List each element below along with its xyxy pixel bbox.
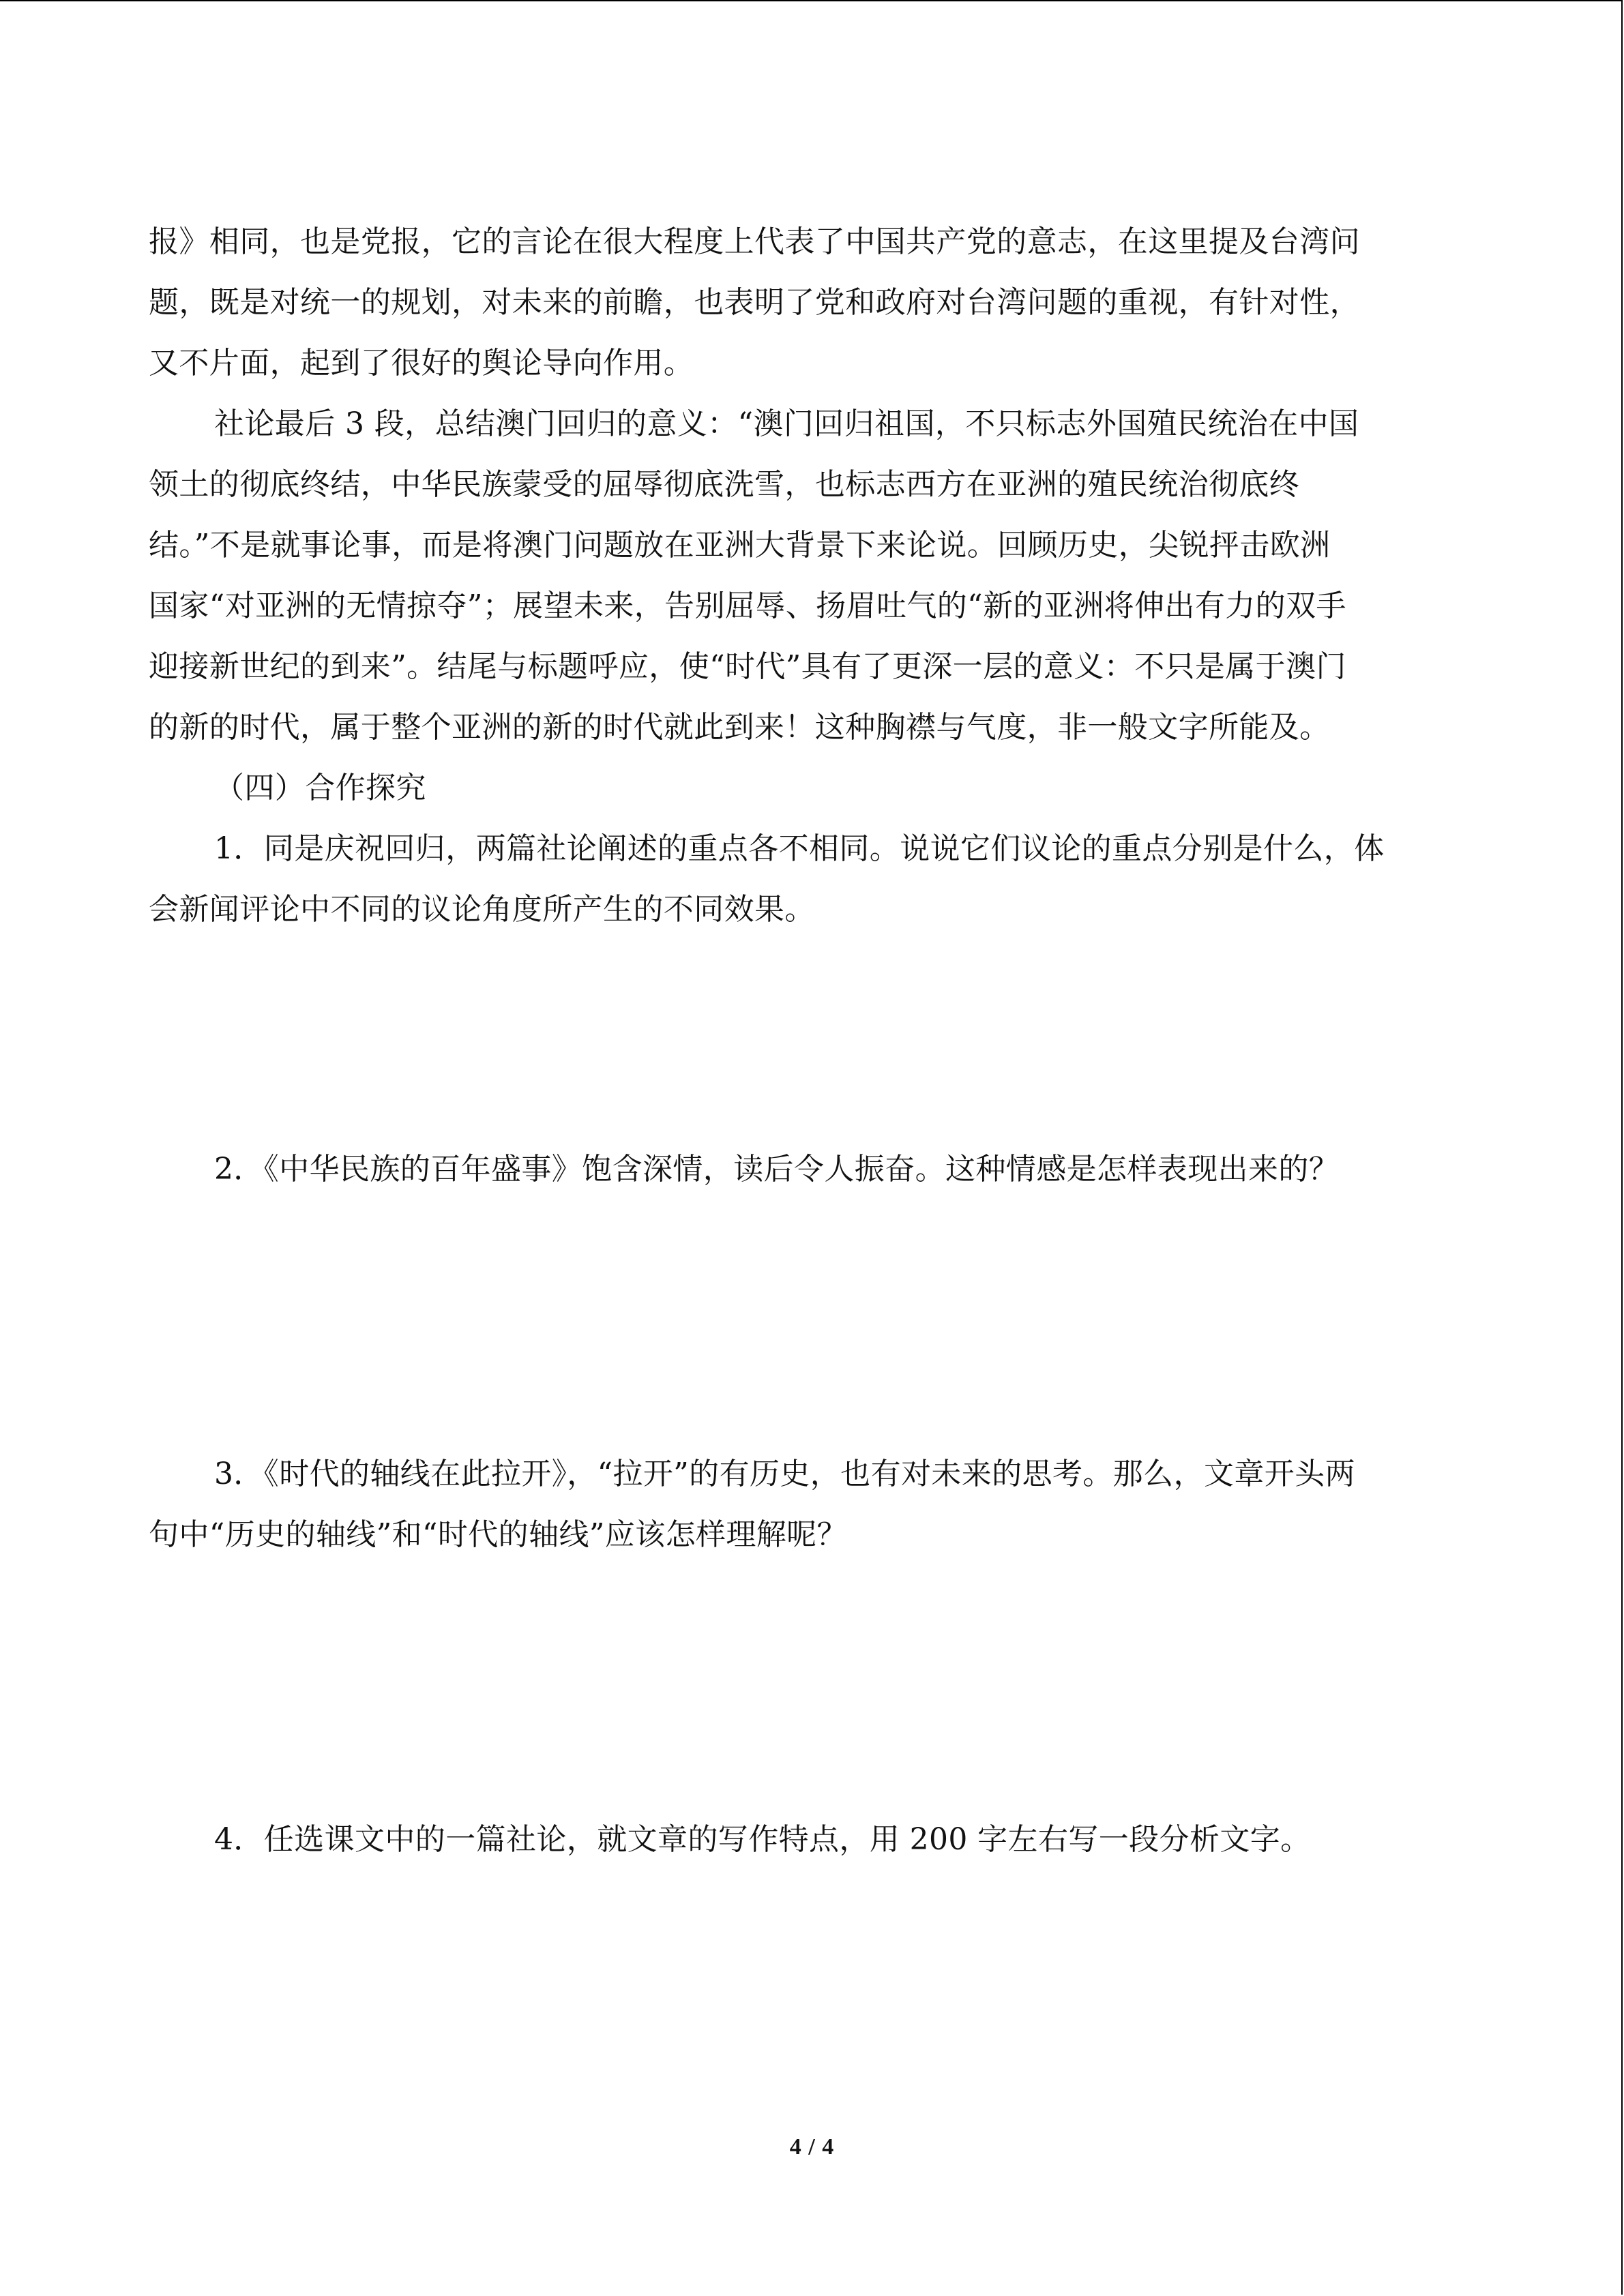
text-line: 领土的彻底终结，中华民族蒙受的屈辱彻底洗雪，也标志西方在亚洲的殖民统治彻底终 bbox=[149, 467, 1300, 502]
document-body bbox=[149, 211, 1486, 1870]
text-line: 迎接新世纪的到来”。结尾与标题呼应，使“时代”具有了更深一层的意义：不只是属于澳门 bbox=[149, 649, 1346, 684]
question-3 bbox=[149, 1444, 1486, 1565]
text-line: 社论最后 3 段，总结澳门回归的意义：“澳门回归祖国，不只标志外国殖民统治在中国 bbox=[214, 406, 1359, 441]
text-line: 又不片面，起到了很好的舆论导向作用。 bbox=[149, 346, 694, 381]
text-line: 的新的时代，属于整个亚洲的新的时代就此到来！这种胸襟与气度，非一般文字所能及。 bbox=[149, 710, 1330, 745]
text-line: 国家“对亚洲的无情掠夺”；展望未来，告别屈辱、扬眉吐气的“新的亚洲将伸出有力的双手 bbox=[149, 588, 1346, 623]
question-line: 4．任选课文中的一篇社论，就文章的写作特点，用 200 字左右写一段分析文字。 bbox=[214, 1822, 1311, 1857]
question-1 bbox=[149, 818, 1486, 940]
question-line: 1．同是庆祝回归，两篇社论阐述的重点各不相同。说说它们议论的重点分别是什么，体 bbox=[214, 831, 1385, 866]
section-heading: （四）合作探究 bbox=[214, 771, 426, 805]
question-line: 2．《中华民族的百年盛事》饱含深情，读后令人振奋。这种情感是怎样表现出来的？ bbox=[214, 1152, 1340, 1187]
question-2 bbox=[149, 1139, 1486, 1199]
text-line: 报》相同，也是党报，它的言论在很大程度上代表了中国共产党的意志，在这里提及台湾问 bbox=[149, 224, 1360, 259]
question-line: 句中“历史的轴线”和“时代的轴线”应该怎样理解呢？ bbox=[149, 1517, 847, 1552]
answer-space bbox=[149, 1199, 1486, 1444]
paragraph-taiwan-issue bbox=[149, 211, 1486, 393]
question-line: 会新闻评论中不同的议论角度所产生的不同效果。 bbox=[149, 892, 815, 927]
question-4 bbox=[149, 1809, 1486, 1870]
answer-space bbox=[149, 940, 1486, 1139]
text-line: 题，既是对统一的规划，对未来的前瞻，也表明了党和政府对台湾问题的重视，有针对性， bbox=[149, 285, 1360, 320]
text-line: 结。”不是就事论事，而是将澳门问题放在亚洲大背景下来论说。回顾历史，尖锐抨击欧洲 bbox=[149, 528, 1331, 563]
paragraph-macau-significance bbox=[149, 393, 1486, 758]
answer-space bbox=[149, 1565, 1486, 1809]
question-line: 3．《时代的轴线在此拉开》，“拉开”的有历史，也有对未来的思考。那么，文章开头两 bbox=[214, 1457, 1355, 1491]
page-number: 4 / 4 bbox=[789, 2134, 835, 2160]
